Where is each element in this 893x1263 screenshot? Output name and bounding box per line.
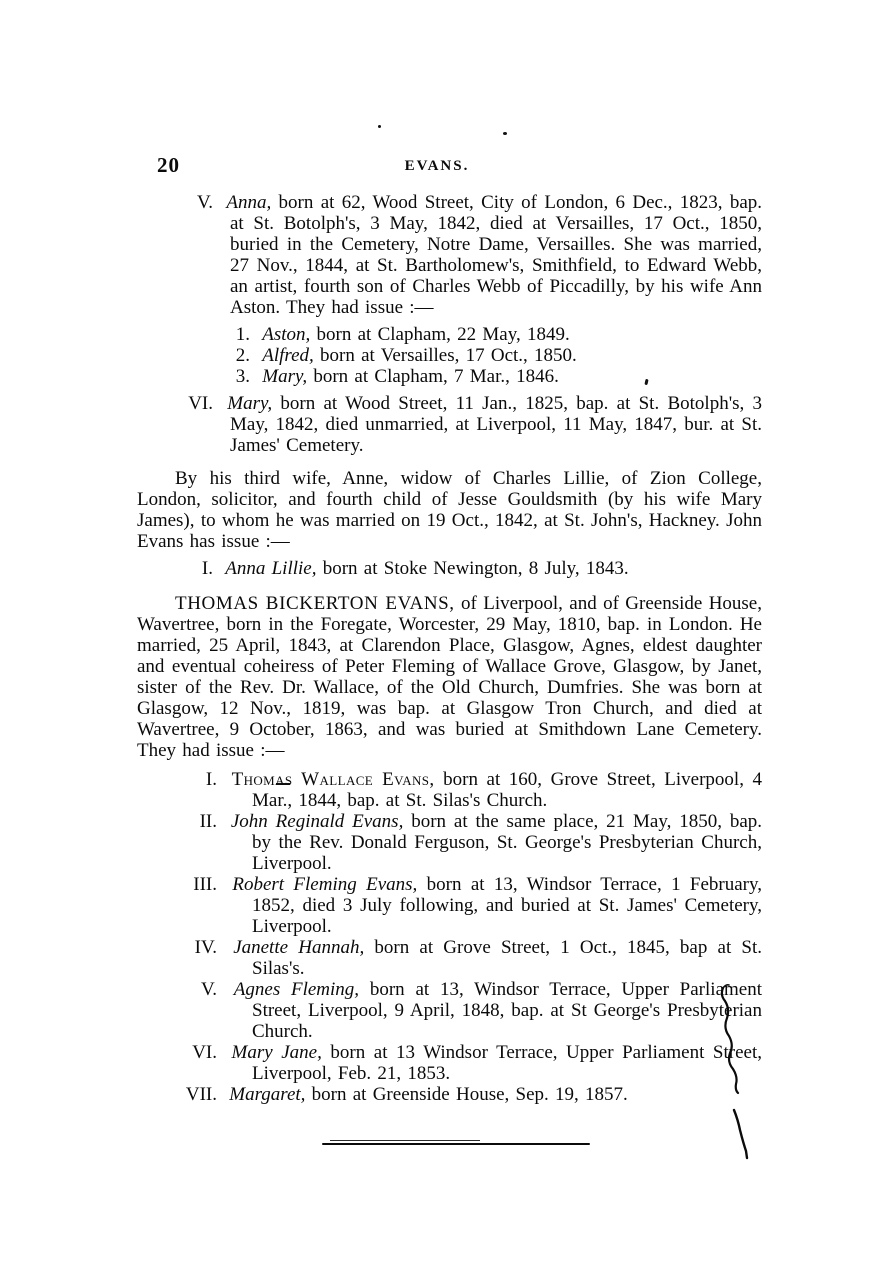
- list-item: [137, 874, 762, 937]
- item-text: born at Greenside House, Sep. 19, 1857.: [311, 1084, 628, 1105]
- person-name: Anna Lillie,: [225, 558, 317, 579]
- person-name: Mary,: [262, 366, 308, 387]
- list-item: [137, 769, 762, 811]
- entry-numeral: I.: [201, 558, 213, 579]
- running-head: EVANS.: [404, 158, 470, 174]
- person-name: Anna,: [226, 192, 272, 213]
- list-item: [232, 345, 762, 366]
- item-text: born at Grove Street, 1 Oct., 1845, bap at St. Silas's.: [252, 937, 763, 979]
- item-text: born at 13, Windsor Terrace, Upper Parliament Street, Liverpool, 9 April, 1848, bap. at St George's Presbyterian Church.: [252, 979, 762, 1042]
- genealogy-entry-anna-lillie: [137, 558, 762, 579]
- item-numeral: III.: [193, 874, 217, 895]
- person-name: John Reginald Evans,: [230, 811, 404, 832]
- scan-speck: [503, 132, 507, 135]
- person-name: Mary Jane,: [231, 1042, 322, 1063]
- person-name: THOMAS BICKERTON EVANS,: [175, 593, 455, 614]
- person-name: Aston,: [262, 324, 311, 345]
- item-text: born at Clapham, 7 Mar., 1846.: [313, 366, 559, 387]
- entry-numeral: V.: [196, 192, 213, 213]
- item-numeral: II.: [199, 811, 217, 832]
- webb-issue-list: [137, 324, 762, 387]
- entry-text: born at 62, Wood Street, City of London, 6 Dec., 1823, bap. at St. Botolph's, 3 May, 1842, died at Versailles, 17 Oct., 1850, buried in the Cemetery, Notre Dame, Versailles. She was married, 27 Nov., 1844, at St. Bartholomew's, Smithfield, to Edward Webb, an artist, fourth son of Charles Webb of Piccadilly, by his wife Ann Aston. They had issue :—: [230, 192, 763, 318]
- entry-numeral: VI.: [188, 393, 213, 414]
- list-item: [232, 366, 762, 387]
- item-numeral: VII.: [185, 1084, 217, 1105]
- item-text: born at 13 Windsor Terrace, Upper Parliament Street, Liverpool, Feb. 21, 1853.: [252, 1042, 762, 1084]
- person-name: Agnes Fleming,: [233, 979, 360, 1000]
- entry-text: born at Stoke Newington, 8 July, 1843.: [322, 558, 629, 579]
- paragraph-thomas-bickerton: [137, 593, 762, 761]
- item-text: born at the same place, 21 May, 1850, bap. by the Rev. Donald Ferguson, St. George's Presbyterian Church, Liverpool.: [252, 811, 763, 874]
- item-text: born at Clapham, 22 May, 1849.: [316, 324, 570, 345]
- item-text: born at 13, Windsor Terrace, 1 February, 1852, died 3 July following, and buried at St. James' Cemetery, Liverpool.: [252, 874, 763, 937]
- list-item: [137, 811, 762, 874]
- text-column: [137, 192, 762, 1105]
- scan-crease-artifact: [710, 980, 755, 1166]
- item-numeral: V.: [200, 979, 217, 1000]
- list-item: [137, 937, 762, 979]
- list-item: [137, 979, 762, 1042]
- person-name: Janette Hannah,: [233, 937, 365, 958]
- item-numeral: 2.: [235, 345, 250, 366]
- item-text: born at 160, Grove Street, Liverpool, 4 Mar., 1844, bap. at St. Silas's Church.: [252, 769, 762, 811]
- item-text: born at Versailles, 17 Oct., 1850.: [320, 345, 577, 366]
- item-numeral: I.: [205, 769, 217, 790]
- person-name: Robert Fleming Evans,: [232, 874, 418, 895]
- item-numeral: VI.: [192, 1042, 217, 1063]
- list-item: [137, 1042, 762, 1084]
- list-item: [137, 1084, 762, 1105]
- paragraph-third-wife: By his third wife, Anne, widow of Charles Lillie, of Zion College, London, solicitor, and fourth child of Jesse Gouldsmith (by his wife Mary James), to whom he was married on 19 Oct., 1842, at St. John's, Hackney. John Evans has issue :—: [137, 468, 762, 552]
- person-name: Alfred,: [262, 345, 314, 366]
- item-numeral: 3.: [235, 366, 250, 387]
- item-numeral: IV.: [194, 937, 217, 958]
- entry-text: born at Wood Street, 11 Jan., 1825, bap. at St. Botolph's, 3 May, 1842, died unmarried, at Liverpool, 11 May, 1847, bur. at St. James' Cemetery.: [230, 393, 763, 456]
- person-name: Mary,: [227, 393, 273, 414]
- genealogy-entry-mary: [137, 393, 762, 456]
- section-divider-rule: [322, 1143, 590, 1145]
- paragraph-text: of Liverpool, and of Greenside House, Wavertree, born in the Foregate, Worcester, 29 May, 1810, bap. in London. He married, 25 April, 1843, at Clarendon Place, Glasgow, Agnes, eldest daughter and eventual coheiress of Peter Fleming of Wallace Grove, Glasgow, by Janet, sister of the Rev. Dr. Wallace, of the Old Church, Dumfries. She was born at Glasgow, 12 Nov., 1819, was bap. at Glasgow Tron Church, and died at Wavertree, 9 October, 1863, and was buried at Smithdown Lane Cemetery. They had issue :—: [137, 593, 762, 761]
- thomas-issue-list: [137, 769, 762, 1105]
- list-item: [232, 324, 762, 345]
- item-numeral: 1.: [235, 324, 250, 345]
- person-name: Thomas Wallace Evans,: [231, 769, 435, 790]
- person-name: Margaret,: [229, 1084, 306, 1105]
- scan-speck: [378, 125, 381, 128]
- page-number: 20: [157, 153, 180, 177]
- genealogy-entry-anna: [137, 192, 762, 318]
